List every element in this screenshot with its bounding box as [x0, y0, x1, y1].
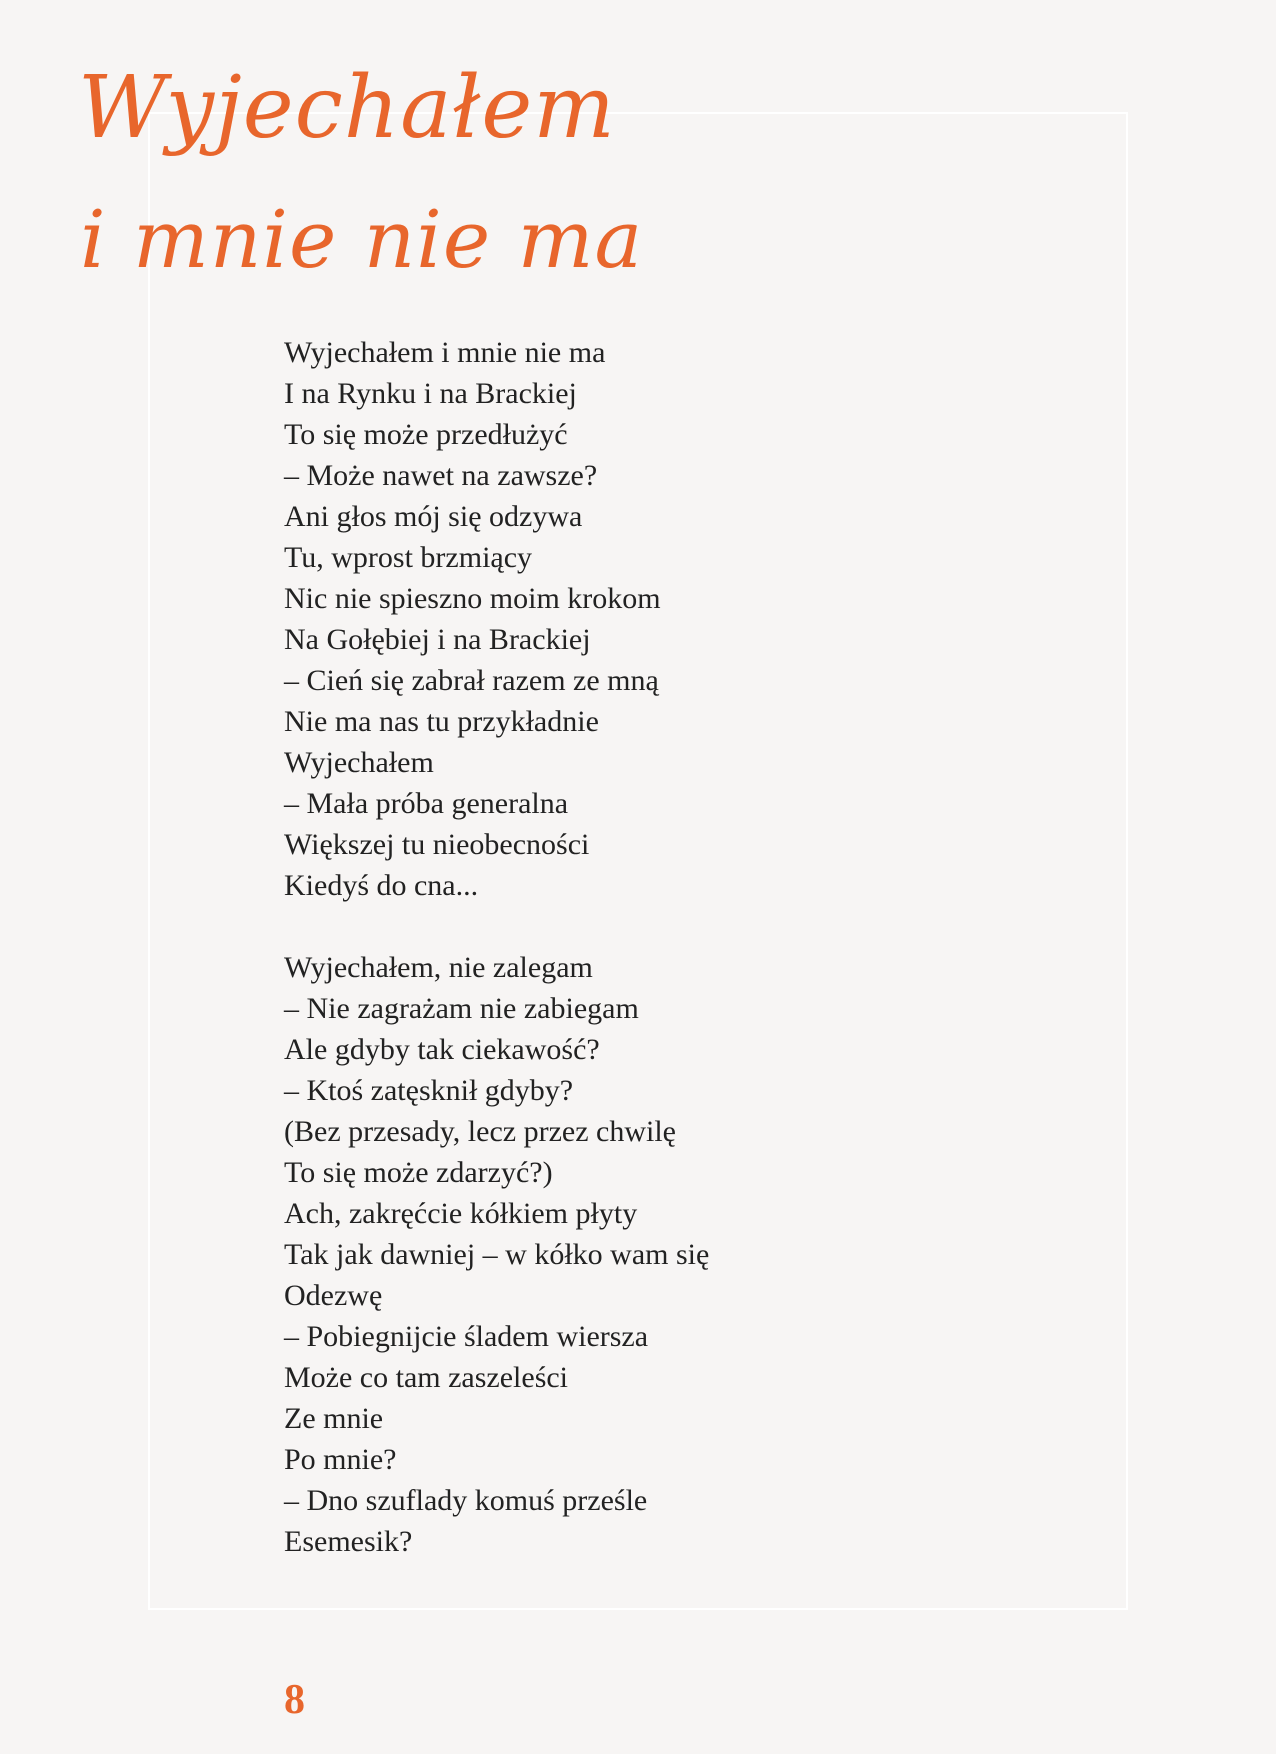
verse-line: – Dno szuflady komuś prześle — [284, 1484, 648, 1517]
verse-line: Ale gdyby tak ciekawość? — [284, 1033, 600, 1066]
verse-line: Po mnie? — [284, 1443, 397, 1476]
verse-line: – Może nawet na zawsze? — [284, 459, 598, 492]
verse-line: Ze mnie — [284, 1402, 384, 1435]
poem-body — [284, 332, 984, 1562]
poem-title — [78, 42, 643, 306]
verse-line: I na Rynku i na Brackiej — [284, 377, 577, 410]
verse-line: Ani głos mój się odzywa — [284, 500, 583, 533]
verse-line: Nic nie spieszno moim krokom — [284, 582, 661, 615]
verse-line: Esemesik? — [284, 1525, 413, 1558]
verse-line: Kiedyś do cna... — [284, 869, 479, 902]
verse-line: Wyjechałem i mnie nie ma — [284, 336, 606, 369]
verse-line: (Bez przesady, lecz przez chwilę — [284, 1115, 676, 1148]
verse-line: – Cień się zabrał razem ze mną — [284, 664, 659, 697]
verse-line: – Nie zagrażam nie zabiegam — [284, 992, 639, 1025]
verse-line: – Mała próba generalna — [284, 787, 569, 820]
poem-title-line-2: i mnie nie ma — [80, 193, 644, 286]
verse-line: Większej tu nieobecności — [284, 828, 590, 861]
verse-line: To się może przedłużyć — [284, 418, 568, 451]
stanza-2 — [284, 947, 984, 1562]
stanza-1 — [284, 332, 984, 906]
verse-line: Wyjechałem — [284, 746, 434, 779]
verse-line: Na Gołębiej i na Brackiej — [284, 623, 591, 656]
verse-line: To się może zdarzyć?) — [284, 1156, 553, 1189]
verse-line: Wyjechałem, nie zalegam — [284, 951, 593, 984]
verse-line: Tu, wprost brzmiący — [284, 541, 533, 574]
verse-line: Ach, zakręćcie kółkiem płyty — [284, 1197, 638, 1230]
verse-line: Nie ma nas tu przykładnie — [284, 705, 599, 738]
verse-line: Może co tam zaszeleści — [284, 1361, 569, 1394]
verse-line: – Ktoś zatęsknił gdyby? — [284, 1074, 574, 1107]
verse-line: Tak jak dawniej – w kółko wam się — [284, 1238, 710, 1271]
poem-title-line-1: Wyjechałem — [78, 58, 616, 158]
page-number: 8 — [284, 1677, 305, 1723]
verse-line: Odezwę — [284, 1279, 383, 1312]
verse-line: – Pobiegnijcie śladem wiersza — [284, 1320, 649, 1353]
